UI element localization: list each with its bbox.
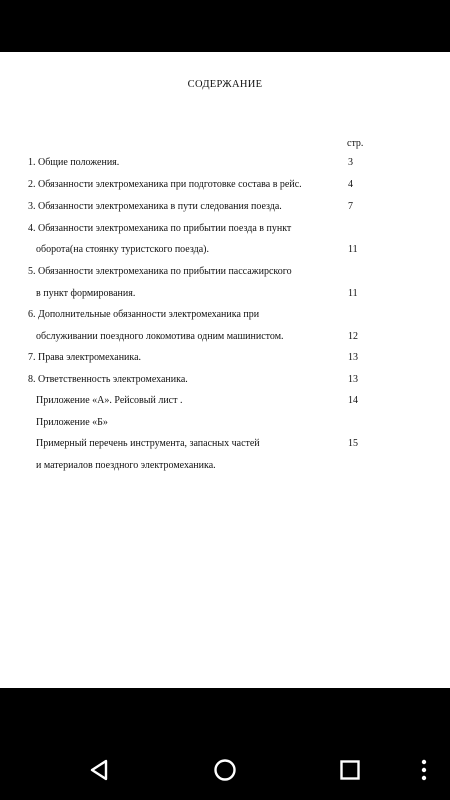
toc-entry: 6. Дополнительные обязанности электромеханика при (28, 309, 260, 320)
toc-entry: Приложение «Б» (36, 417, 108, 428)
page-column-header: стр. (347, 138, 364, 149)
toc-entry: в пункт формирования. (36, 288, 136, 299)
back-button[interactable] (80, 750, 120, 790)
toc-page-number: 14 (348, 395, 358, 406)
recents-button[interactable] (330, 750, 370, 790)
toc-entry: Приложение «А». Рейсовый лист . (36, 395, 183, 406)
toc-page-number: 3 (348, 157, 353, 168)
toc-entry: оборота(на стоянку туристского поезда). (36, 244, 209, 255)
toc-page-number: 11 (348, 288, 358, 299)
overflow-menu-icon (420, 758, 428, 782)
toc-entry: обслуживании поездного локомотива одним машинистом. (36, 331, 284, 342)
toc-entry: 2. Обязанности электромеханика при подготовке состава в рейс. (28, 179, 302, 190)
toc-page-number: 13 (348, 374, 358, 385)
toc-entry: 7. Права электромеханика. (28, 352, 142, 363)
toc-entry: 8. Ответственность электромеханика. (28, 374, 188, 385)
home-circle-icon (213, 758, 237, 782)
toc-page-number: 15 (348, 438, 358, 449)
recents-square-icon (338, 758, 362, 782)
back-triangle-icon (88, 758, 112, 782)
overflow-menu-button[interactable] (406, 750, 442, 790)
toc-entry: 1. Общие положения. (28, 157, 120, 168)
toc-page-number: 13 (348, 352, 358, 363)
toc-entry: Примерный перечень инструмента, запасных частей (36, 438, 260, 449)
document-title: СОДЕРЖАНИЕ (187, 79, 263, 90)
home-button[interactable] (205, 750, 245, 790)
navigation-bar (0, 688, 450, 800)
toc-entry: и материалов поездного электромеханика. (36, 460, 216, 471)
toc-page-number: 12 (348, 331, 358, 342)
document-page[interactable] (0, 52, 450, 688)
toc-page-number: 4 (348, 179, 353, 190)
toc-entry: 5. Обязанности электромеханика по прибытии пассажирского (28, 266, 292, 277)
toc-entry: 4. Обязанности электромеханика по прибытии поезда в пункт (28, 223, 292, 234)
toc-page-number: 11 (348, 244, 358, 255)
toc-page-number: 7 (348, 201, 353, 212)
toc-entry: 3. Обязанности электромеханика в пути следования поезда. (28, 201, 282, 212)
